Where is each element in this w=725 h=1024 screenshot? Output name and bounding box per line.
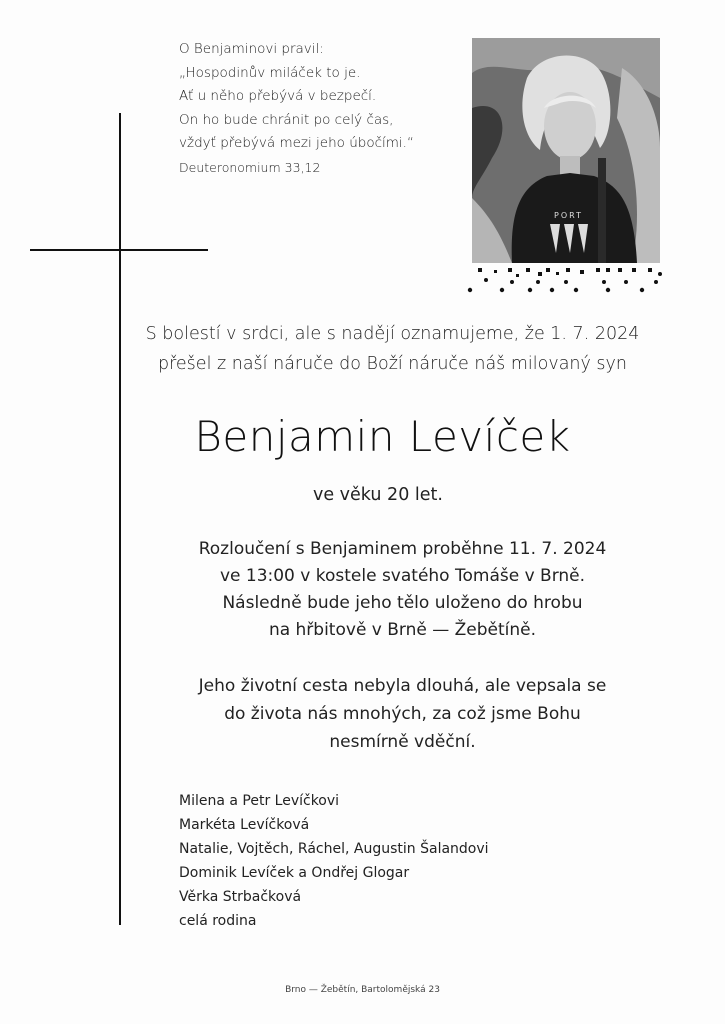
ceremony-line: na hřbitově v Brně — Žebětíně. (268, 620, 537, 640)
tribute-line: Jeho životní cesta nebyla dlouhá, ale vepsala se (198, 676, 607, 696)
mourner-entry: celá rodina (179, 913, 257, 929)
announcement-intro (0, 319, 725, 379)
life-tribute (0, 672, 725, 756)
cross-vertical-bar (119, 113, 121, 925)
mourners-list (179, 789, 579, 933)
ceremony-line: Následně bude jeho tělo uloženo do hrobu (222, 593, 583, 613)
intro-line-1: S bolestí v srdci, ale s nadějí oznamujeme, že 1. 7. 2024 (145, 324, 640, 344)
quote-line: vždyť přebývá mezi jeho úbočími.“ (179, 135, 414, 151)
quote-line: On ho bude chránit po celý čas, (179, 111, 394, 128)
quote-line: O Benjaminovi pravil: (179, 41, 324, 57)
mourner-entry: Věrka Strbačková (179, 889, 302, 905)
quote-line: Ať u něho přebývá v bezpečí. (179, 88, 377, 104)
bible-quote (179, 38, 449, 179)
mourner-entry: Dominik Levíček a Ondřej Glogar (179, 865, 410, 881)
cross-horizontal-bar (30, 249, 208, 251)
decorative-dots (464, 264, 664, 298)
tribute-line: do života nás mnohých, za což jsme Bohu (224, 704, 581, 724)
deceased-age: ve věku 20 let. (313, 485, 443, 505)
mourner-entry: Natalie, Vojtěch, Ráchel, Augustin Šalandovi (179, 841, 489, 857)
footer-address: Brno — Žebětín, Bartolomějská 23 (285, 985, 440, 995)
ceremony-line: Rozloučení s Benjaminem proběhne 11. 7. 2024 (198, 539, 607, 559)
portrait-photo (472, 38, 660, 263)
funeral-details (0, 536, 725, 644)
quote-reference: Deuteronomium 33,12 (179, 159, 321, 175)
intro-line-2: přešel z naší náruče do Boží náruče náš milovaný syn (158, 354, 627, 374)
mourner-entry: Markéta Levíčková (179, 817, 310, 833)
quote-line: „Hospodinův miláček to je. (179, 64, 361, 81)
deceased-name: Benjamin Levíček (194, 412, 571, 461)
mourner-entry: Milena a Petr Levíčkovi (179, 793, 340, 809)
shirt-print-text: PORT (554, 211, 583, 220)
ceremony-line: ve 13:00 v kostele svatého Tomáše v Brně. (219, 566, 586, 586)
tribute-line: nesmírně vděční. (329, 732, 476, 752)
